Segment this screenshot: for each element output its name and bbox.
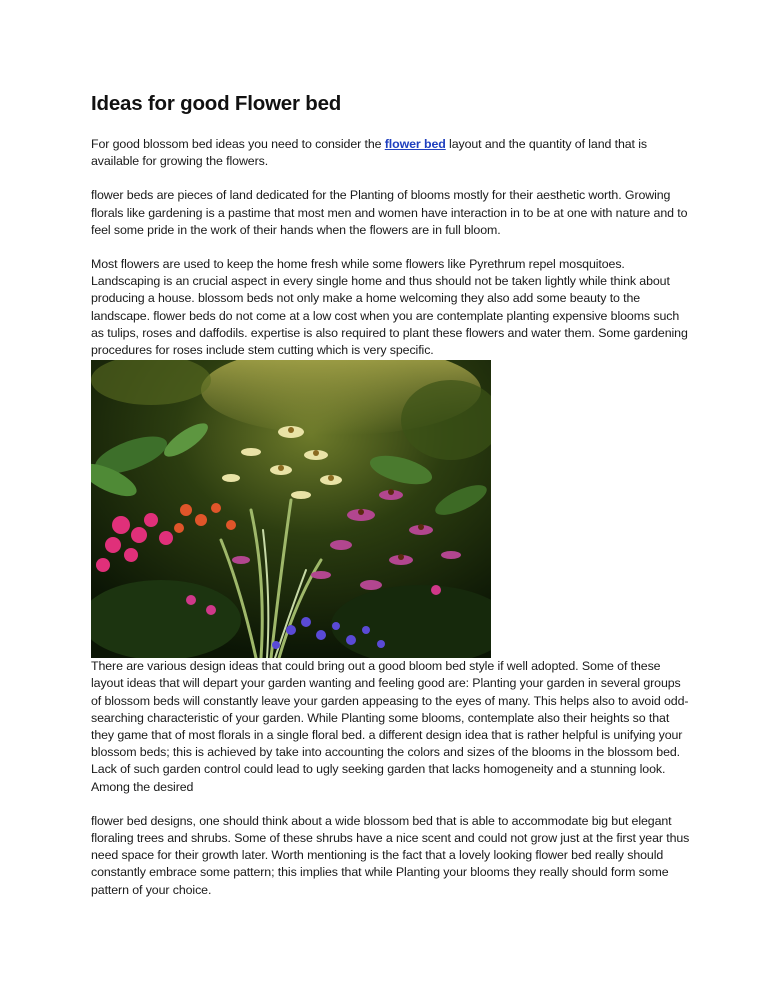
paragraph-flower-bed-designs: flower bed designs, one should think about a wide blossom bed that is able to accommodate big but elegant floraling trees and shrubs. Some of these shrubs have a nice scent and could not grow just at the first year thus need space for their growth later. Worth mentioning is the fact that a lovely looking flower bed really should constantly embrace some pattern; this implies that while Planting your blooms they really should form some pattern of your choice. [91,813,690,897]
document-body [91,92,691,899]
paragraph-flower-beds: flower beds are pieces of land dedicated for the Planting of blooms mostly for their aesthetic worth. Growing florals like gardening is a pastime that most men and women have interaction in to be at one with nature and to feel some pride in the work of their hands when the flowers are in full bloom. [91,188,688,237]
intro-text-after: layout and the quantity of land that is available for growing the flowers. [91,137,647,169]
page-title: Ideas for good Flower bed [91,92,342,115]
flower-garden-photo [91,360,491,658]
flower-bed-link[interactable]: flower bed [384,137,446,151]
intro-text-before: For good blossom bed ideas you need to consider the [91,137,385,151]
paragraph-design-ideas: There are various design ideas that could bring out a good bloom bed style if well adopted. Some of these layout ideas that will depart your garden wanting and feeling good are: Planting your garden in several groups of blossom beds will constantly leave your garden appeasing to the eyes of many. This helps also to avoid odd-searching characteristic of your garden. While Planting some blooms, contemplate also their heights so that they game that of most florals in a single floral bed. a different design idea that is rather helpful is unifying your blossom beds; this is achieved by take into accounting the colors and sizes of the blooms in the blossom bed. Lack of such garden control could lead to ugly seeking garden that lacks homogeneity and a stunning look. Among the desired [91,659,689,794]
paragraph-most-flowers: Most flowers are used to keep the home fresh while some flowers like Pyrethrum repel mosquitoes. Landscaping is an crucial aspect in every single home and thus should not be taken lightly while think about producing a house. blossom beds not only make a home welcoming they also add some beauty to the landscape. flower beds do not come at a low cost when you are contemplate planting expensive blooms such as tulips, roses and daffodils. expertise is also required to plant these flowers and water them. Some gardening procedures for roses include stem cutting which is very specific. [91,257,688,358]
intro-paragraph [91,136,691,170]
